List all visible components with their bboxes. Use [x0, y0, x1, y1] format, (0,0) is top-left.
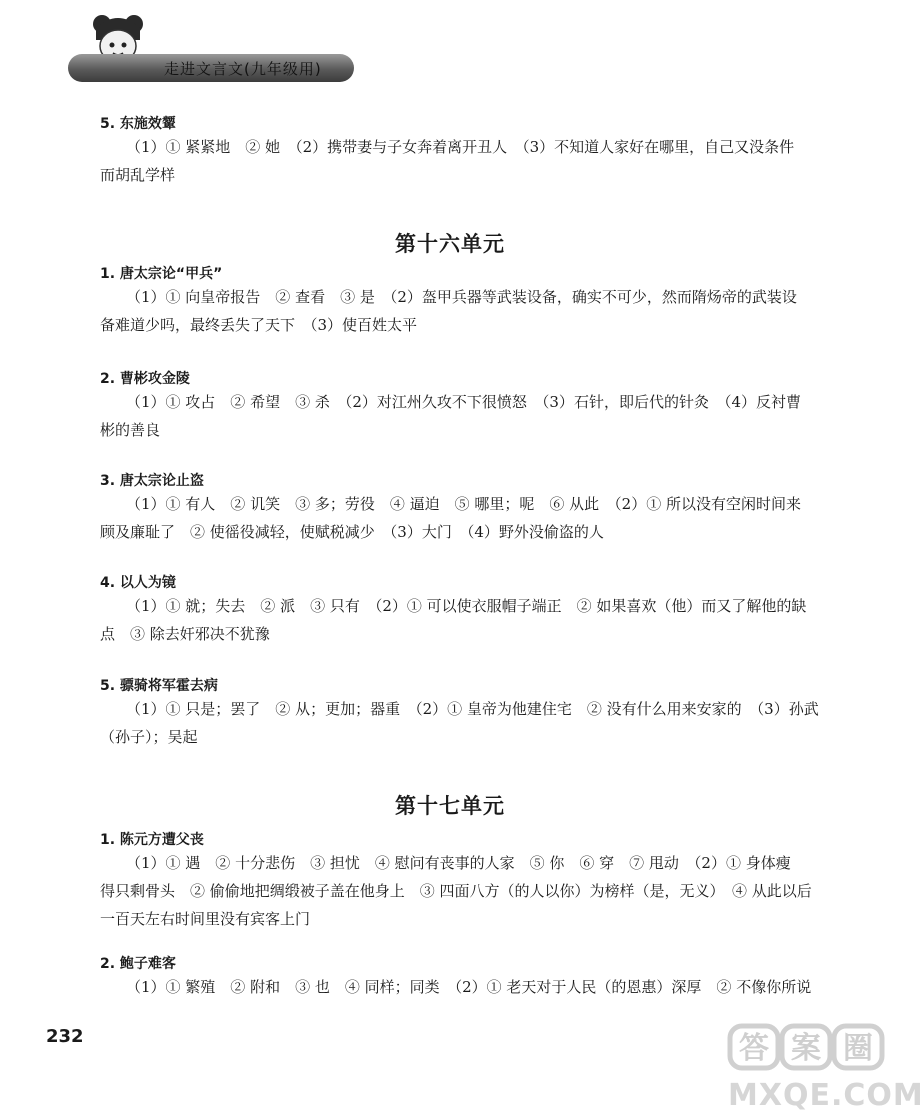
watermark-url: MXQE.COM: [728, 1078, 924, 1113]
answer-paragraph: [100, 849, 820, 933]
answer-line: （1）① 攻占 ② 希望 ③ 杀 （2）对江州久攻不下很愤怒 （3）石针，即后代的针灸 （4）反衬曹: [126, 393, 801, 411]
item-title: 5. 东施效颦: [100, 116, 176, 132]
item-title: 2. 鲍子难客: [100, 956, 176, 972]
unit-heading: 第十七单元: [395, 794, 505, 818]
answer-line: （孙子）；吴起: [100, 728, 198, 746]
answer-paragraph: [100, 490, 820, 546]
item-title: 1. 陈元方遭父丧: [100, 832, 204, 848]
answer-line: 点 ③ 除去奸邪决不犹豫: [100, 625, 270, 643]
answer-paragraph: [100, 133, 820, 189]
header-title: 走进文言文(九年级用): [164, 60, 322, 78]
answer-paragraph: [100, 695, 820, 751]
answer-line: 备难道少吗，最终丢失了天下 （3）使百姓太平: [100, 316, 418, 334]
answer-line: 彬的善良: [100, 421, 161, 439]
svg-text:案: 案: [791, 1031, 821, 1066]
answer-line: 顾及廉耻了 ② 使徭役减轻，使赋税减少 （3）大门 （4）野外没偷盗的人: [100, 523, 604, 541]
unit-heading: 第十六单元: [395, 232, 505, 256]
answer-line: （1）① 繁殖 ② 附和 ③ 也 ④ 同样；同类 （2）① 老天对于人民（的恩惠）深厚 ② 不像你所说: [126, 978, 812, 996]
answer-paragraph: [100, 388, 820, 444]
item-title: 3. 唐太宗论止盗: [100, 473, 204, 489]
answer-line: 而胡乱学样: [100, 166, 176, 184]
page-number: 232: [46, 1026, 84, 1047]
answer-paragraph: [100, 973, 820, 1001]
answer-line: （1）① 就；失去 ② 派 ③ 只有 （2）① 可以使衣服帽子端正 ② 如果喜欢（他）而又了解他的缺: [126, 597, 807, 615]
answer-line: （1）① 只是；罢了 ② 从；更加；器重 （2）① 皇帝为他建住宅 ② 没有什么用来安家的 （3）孙武: [126, 700, 819, 718]
answer-line: （1）① 有人 ② 讥笑 ③ 多；劳役 ④ 逼迫 ⑤ 哪里；呢 ⑥ 从此 （2）① 所以没有空闲时间来: [126, 495, 801, 513]
watermark-seal-logo: [728, 1022, 884, 1072]
item-title: 1. 唐太宗论“甲兵”: [100, 266, 223, 282]
item-title: 5. 骠骑将军霍去病: [100, 678, 218, 694]
answer-line: （1）① 紧紧地 ② 她 （2）携带妻与子女奔着离开丑人 （3）不知道人家好在哪里，自己又没条件: [126, 138, 795, 156]
answer-paragraph: [100, 283, 820, 339]
answer-line: 得只剩骨头 ② 偷偷地把绸缎被子盖在他身上 ③ 四面八方（的人以你）为榜样（是，无义） ④ 从此以后: [100, 882, 812, 900]
item-title: 4. 以人为镜: [100, 575, 176, 591]
answer-line: （1）① 遇 ② 十分悲伤 ③ 担忧 ④ 慰问有丧事的人家 ⑤ 你 ⑥ 穿 ⑦ 甩动 （2）① 身体瘦: [126, 854, 791, 872]
answer-line: 一百天左右时间里没有宾客上门: [100, 910, 311, 928]
answer-paragraph: [100, 592, 820, 648]
answer-line: （1）① 向皇帝报告 ② 查看 ③ 是 （2）盔甲兵器等武装设备，确实不可少，然而隋炀帝的武装设: [126, 288, 797, 306]
item-title: 2. 曹彬攻金陵: [100, 371, 190, 387]
svg-text:圈: 圈: [843, 1031, 873, 1066]
svg-text:答: 答: [739, 1031, 769, 1066]
